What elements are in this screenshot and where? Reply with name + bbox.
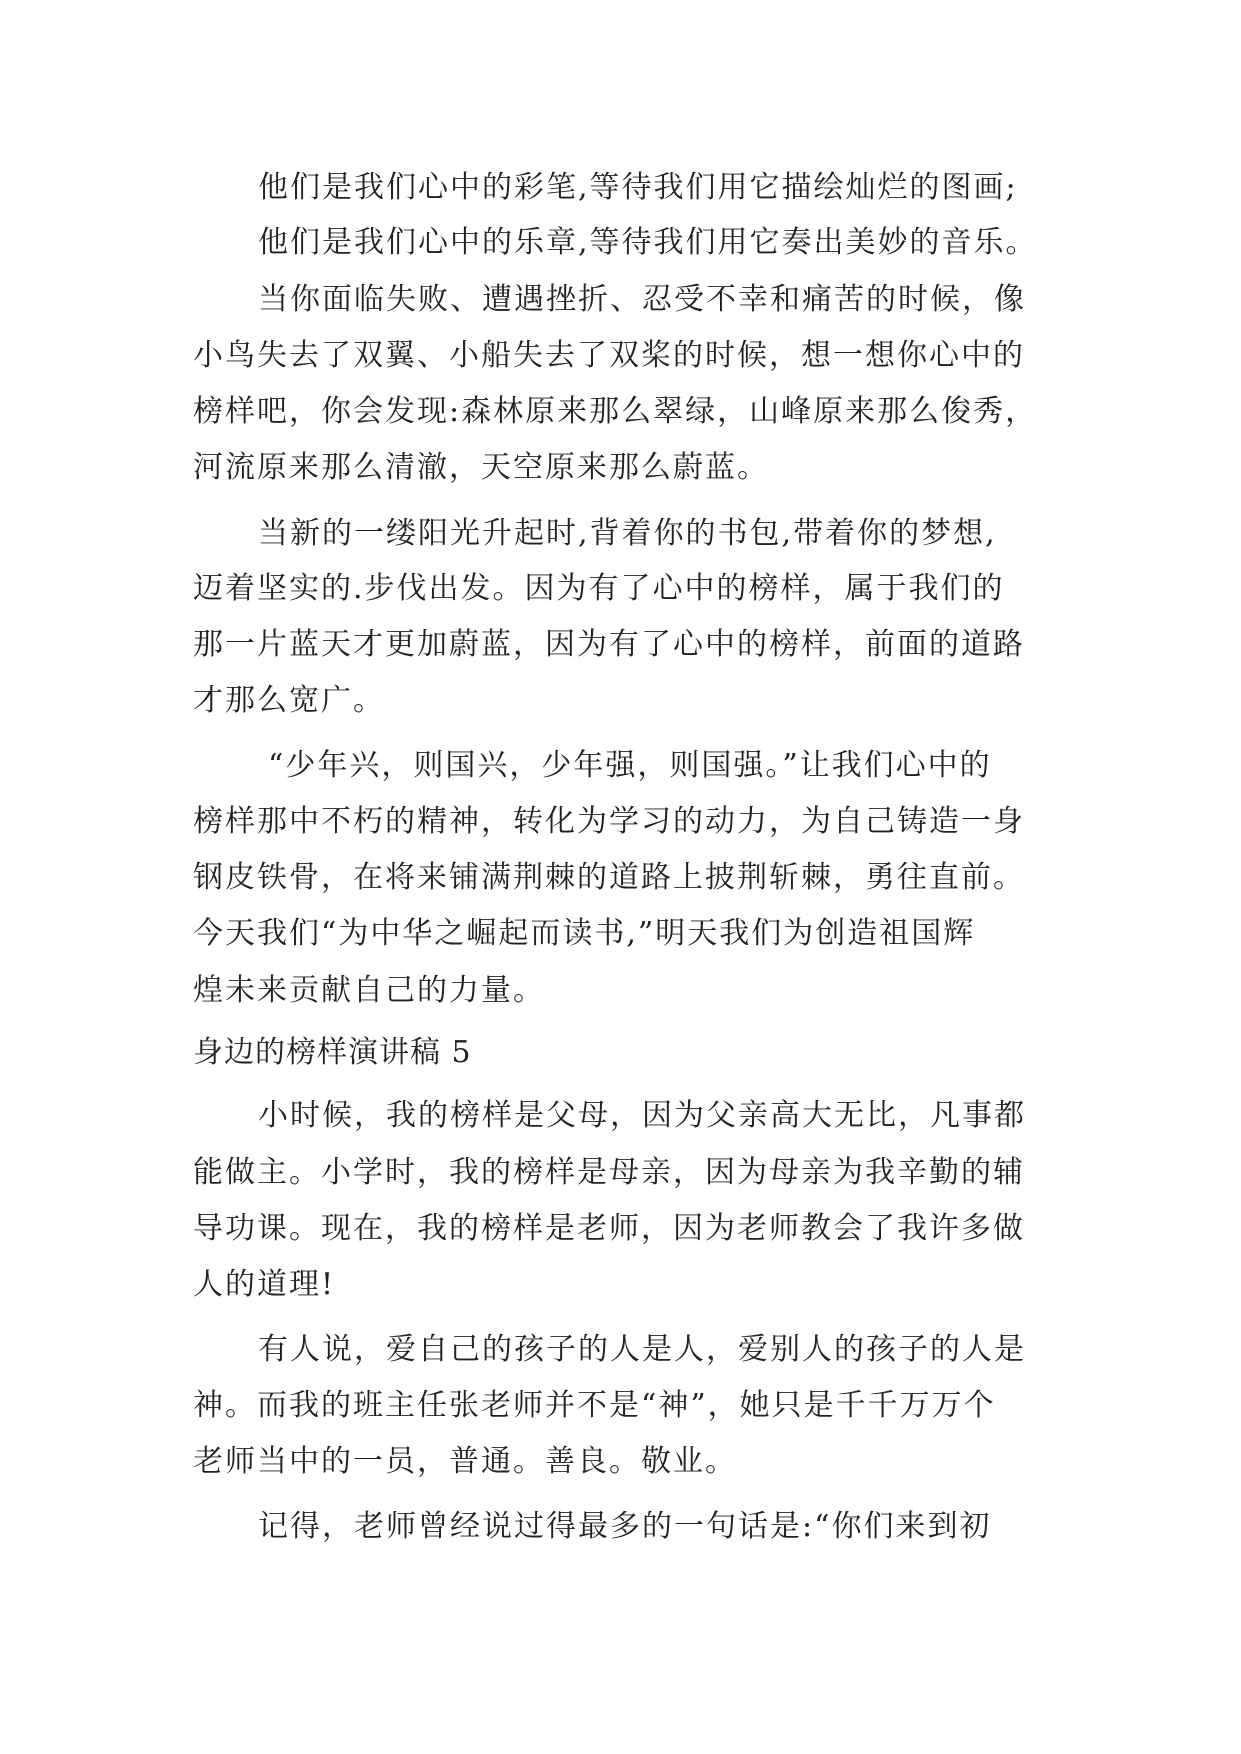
text-line: 有人说，爱自己的孩子的人是人，爱别人的孩子的人是 [258,1332,1026,1367]
text-line: 他们是我们心中的彩笔,等待我们用它描绘灿烂的图画; [258,170,1018,205]
text-line: 小鸟失去了双翼、小船失去了双桨的时候，想一想你心中的 [193,338,1025,373]
text-line: 今天我们“为中华之崛起而读书,”明天我们为创造祖国辉 [193,916,976,951]
text-line: 导功课。现在，我的榜样是老师，因为老师教会了我许多做 [193,1211,1025,1246]
text-line: 记得，老师曾经说过得最多的一句话是:“你们来到初 [258,1509,992,1544]
text-line: 榜样吧，你会发现:森林原来那么翠绿，山峰原来那么俊秀， [193,394,1038,429]
text-line: 才那么宽广。 [193,683,385,718]
text-line: 河流原来那么清澈，天空原来那么蔚蓝。 [193,450,769,485]
text-line: 他们是我们心中的乐章,等待我们用它奏出美妙的音乐。 [258,225,1038,260]
text-line: 煌未来贡献自己的力量。 [193,973,545,1008]
text-line: 当新的一缕阳光升起时,背着你的书包,带着你的梦想, [258,516,997,551]
section-heading: 身边的榜样演讲稿 5 [193,1035,472,1070]
text-line: “少年兴，则国兴，少年强，则国强。”让我们心中的 [268,748,992,783]
text-line: 神。而我的班主任张老师并不是“神”，她只是千千万万个 [193,1388,996,1423]
text-line: 小时候，我的榜样是父母，因为父亲高大无比，凡事都 [258,1098,1026,1133]
text-line: 钢皮铁骨，在将来铺满荆棘的道路上披荆斩棘，勇往直前。 [193,860,1025,895]
text-line: 那一片蓝天才更加蔚蓝，因为有了心中的榜样，前面的道路 [193,627,1025,662]
text-line: 当你面临失败、遭遇挫折、忍受不幸和痛苦的时候，像 [258,282,1026,317]
text-line: 迈着坚实的.步伐出发。因为有了心中的榜样，属于我们的 [193,571,1005,606]
text-line: 人的道理! [193,1267,336,1302]
text-line: 榜样那中不朽的精神，转化为学习的动力，为自己铸造一身 [193,804,1025,839]
text-line: 老师当中的一员，普通。善良。敬业。 [193,1444,737,1479]
text-line: 能做主。小学时，我的榜样是母亲，因为母亲为我辛勤的辅 [193,1155,1025,1190]
